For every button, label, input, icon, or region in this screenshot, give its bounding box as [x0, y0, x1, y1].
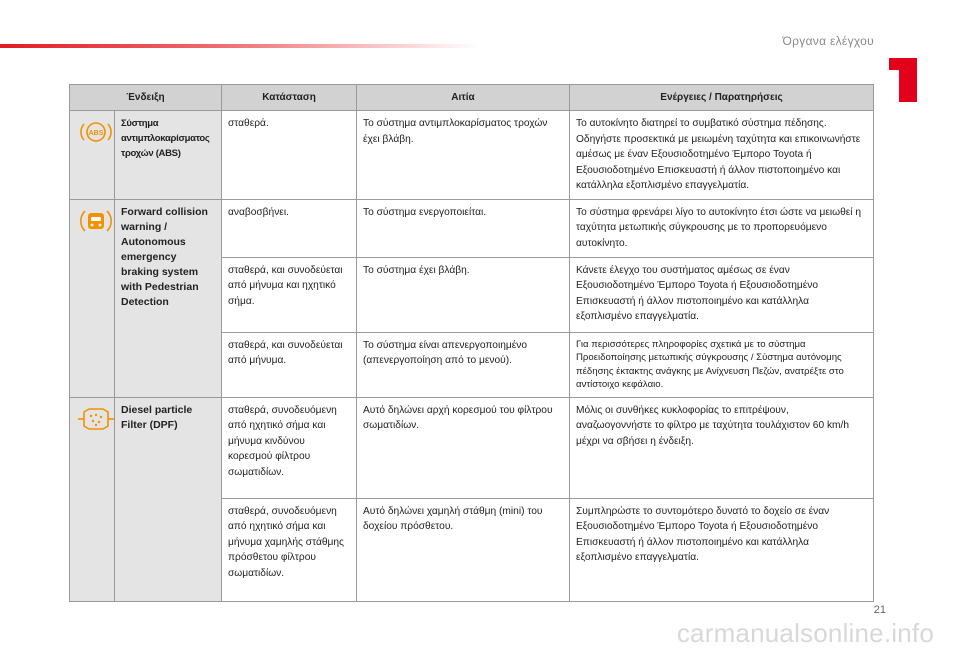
- page-number: 21: [873, 604, 886, 616]
- column-header-state: Κατάσταση: [222, 85, 357, 111]
- action-cell: Το αυτοκίνητο διατηρεί το συμβατικό σύστημα πέδησης. Οδηγήστε προσεκτικά με μειωμένη ταχύτητα και επικοινωνήστε αμέσως με έναν Εξουσιοδοτημένο Έμπορο Toyota ή Εξουσιοδοτημένο Επισκευαστή ή άλλον πιστοποιημένο και κατάλληλα εξοπλισμένο επαγγελματία.: [570, 111, 874, 200]
- action-cell: Συμπληρώστε το συντομότερο δυνατό το δοχείο σε έναν Εξουσιοδοτημένο Έμπορο Toyota ή Εξουσιοδοτημένο Επισκευαστή ή άλλον πιστοποιημένο και κατάλληλα εξοπλισμένο επαγγελματία.: [570, 498, 874, 601]
- section-title: Όργανα ελέγχου: [782, 34, 874, 48]
- action-cell: Για περισσότερες πληροφορίες σχετικά με το σύστημα Προειδοποίησης μετωπικής σύγκρουσης / Σύστημα αυτόνομης πέδησης έκτακτης ανάγκης με Ανίχνευση Πεζών, ανατρέξτε στο αντίστοιχο κεφάλαιο.: [570, 332, 874, 397]
- column-header-actions: Ενέργειες / Παρατηρήσεις: [570, 85, 874, 111]
- state-cell: σταθερά, συνοδευόμενη από ηχητικό σήμα και μήνυμα κινδύνου κορεσμού φίλτρου σωματιδίων.: [222, 397, 357, 498]
- cause-cell: Το σύστημα αντιμπλοκαρίσματος τροχών έχει βλάβη.: [357, 111, 570, 200]
- indicator-name: Diesel particle Filter (DPF): [115, 397, 222, 601]
- action-cell: Το σύστημα φρενάρει λίγο το αυτοκίνητο έτσι ώστε να μειωθεί η ταχύτητα μετωπικής σύγκρουσης με το προπορευόμενο αυτοκίνητο.: [570, 199, 874, 257]
- indicator-icon-cell: [70, 111, 115, 200]
- table-row: [70, 111, 874, 200]
- top-accent-bar: [0, 44, 480, 48]
- state-cell: σταθερά.: [222, 111, 357, 200]
- abs-warning-icon: [76, 119, 116, 145]
- forward-collision-icon: [76, 208, 116, 234]
- table-header-row: [70, 85, 874, 111]
- cause-cell: Αυτό δηλώνει χαμηλή στάθμη (mini) του δοχείου πρόσθετου.: [357, 498, 570, 601]
- cause-cell: Το σύστημα είναι απενεργοποιημένο (απενεργοποίηση από το μενού).: [357, 332, 570, 397]
- indicator-name: Σύστημα αντιμπλοκαρίσματος τροχών (ABS): [115, 111, 222, 200]
- action-cell: Κάνετε έλεγχο του συστήματος αμέσως σε έναν Εξουσιοδοτημένο Έμπορο Toyota ή Εξουσιοδοτημένο Επισκευαστή ή άλλον πιστοποιημένο και κατάλληλα εξοπλισμένο επαγγελματία.: [570, 257, 874, 332]
- column-header-cause: Αιτία: [357, 85, 570, 111]
- cause-cell: Αυτό δηλώνει αρχή κορεσμού του φίλτρου σωματιδίων.: [357, 397, 570, 498]
- state-cell: σταθερά, και συνοδεύεται από μήνυμα.: [222, 332, 357, 397]
- state-cell: σταθερά, και συνοδεύεται από μήνυμα και ηχητικό σήμα.: [222, 257, 357, 332]
- table-row: [70, 397, 874, 498]
- diesel-particle-filter-icon: [76, 406, 116, 432]
- svg-text:ABS: ABS: [88, 130, 104, 137]
- table-row: [70, 199, 874, 257]
- chapter-number-mark: [899, 58, 917, 102]
- cause-cell: Το σύστημα ενεργοποιείται.: [357, 199, 570, 257]
- column-header-indicator: Ένδειξη: [70, 85, 222, 111]
- cause-cell: Το σύστημα έχει βλάβη.: [357, 257, 570, 332]
- watermark-text: carmanualsonline.info: [676, 618, 934, 648]
- state-cell: αναβοσβήνει.: [222, 199, 357, 257]
- indicator-icon-cell: [70, 397, 115, 601]
- indicator-icon-cell: [70, 199, 115, 397]
- action-cell: Μόλις οι συνθήκες κυκλοφορίας το επιτρέψουν, αναζωογοννήστε το φίλτρο με ταχύτητα τουλάχιστον 60 km/h μέχρι να σβήσει η ένδειξη.: [570, 397, 874, 498]
- warning-lights-table: [69, 84, 874, 602]
- indicator-name: Forward collision warning / Autonomous emergency braking system with Pedestrian Detection: [115, 199, 222, 397]
- state-cell: σταθερά, συνοδευόμενη από ηχητικό σήμα και μήνυμα χαμηλής στάθμης πρόσθετου φίλτρου σωματιδίων.: [222, 498, 357, 601]
